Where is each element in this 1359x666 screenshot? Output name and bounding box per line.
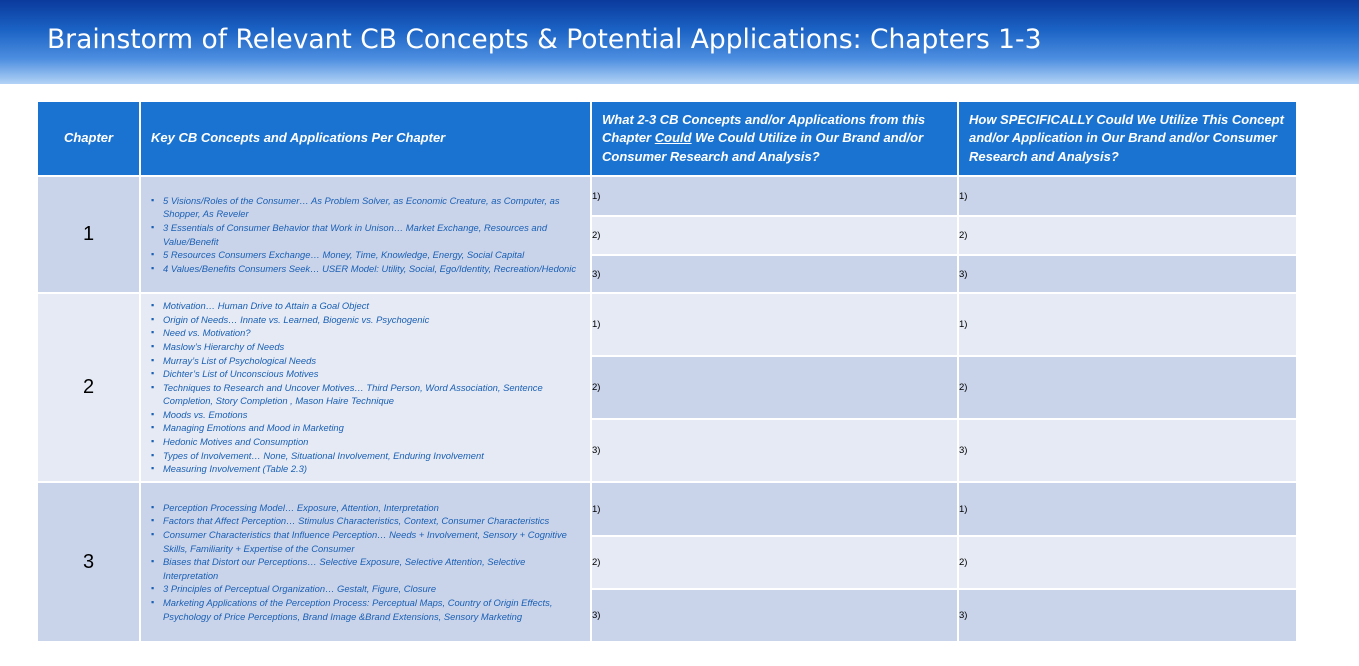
list-item: ▪ Murray’s List of Psychological Needs: [163, 354, 580, 368]
how-cell[interactable]: 3): [958, 589, 1297, 642]
chapter-number: 3: [37, 482, 140, 642]
how-cell[interactable]: 1): [958, 176, 1297, 216]
utilize-cell[interactable]: 2): [591, 216, 958, 255]
list-item: ▪ Measuring Involvement (Table 2.3): [163, 462, 580, 476]
list-item: ▪ Marketing Applications of the Perception Process: Perceptual Maps, Country of Origin Effects, Psychology of Price Perceptions, Brand Image &Brand Extensions, Sensory Marketing: [163, 596, 580, 623]
concepts-list-ch2: [140, 293, 591, 482]
utilize-cell[interactable]: 3): [591, 419, 958, 482]
list-item: ▪ Moods vs. Emotions: [163, 408, 580, 422]
list-item: ▪ 3 Essentials of Consumer Behavior that Work in Unison… Market Exchange, Resources and Value/Benefit: [163, 221, 580, 248]
list-item: ▪ Types of Involvement… None, Situational Involvement, Enduring Involvement: [163, 449, 580, 463]
list-item: ▪ Need vs. Motivation?: [163, 326, 580, 340]
how-cell[interactable]: 2): [958, 216, 1297, 255]
utilize-cell[interactable]: 2): [591, 356, 958, 419]
list-item: ▪ 3 Principles of Perceptual Organization… Gestalt, Figure, Closure: [163, 582, 580, 596]
list-item: ▪ Dichter’s List of Unconscious Motives: [163, 367, 580, 381]
table-row: [37, 482, 1297, 536]
how-cell[interactable]: 3): [958, 419, 1297, 482]
slide-title: Brainstorm of Relevant CB Concepts & Potential Applications: Chapters 1-3: [47, 24, 1042, 55]
how-cell[interactable]: 3): [958, 255, 1297, 293]
header-how: How SPECIFICALLY Could We Utilize This Concept and/or Application in Our Brand and/or Consumer Research and Analysis?: [958, 101, 1297, 176]
how-cell[interactable]: 1): [958, 482, 1297, 536]
utilize-cell[interactable]: 3): [591, 255, 958, 293]
header-chapter: Chapter: [37, 101, 140, 176]
list-item: ▪ Managing Emotions and Mood in Marketing: [163, 421, 580, 435]
list-item: ▪ Factors that Affect Perception… Stimulus Characteristics, Context, Consumer Characteristics: [163, 514, 580, 528]
list-item: ▪ Techniques to Research and Uncover Motives… Third Person, Word Association, Sentence Completion, Story Completion , Mason Haire Technique: [163, 381, 580, 408]
how-cell[interactable]: 1): [958, 293, 1297, 356]
list-item: ▪ 5 Resources Consumers Exchange… Money, Time, Knowledge, Energy, Social Capital: [163, 248, 580, 262]
header-utilize: What 2-3 CB Concepts and/or Applications from this Chapter Could We Could Utilize in Our Brand and/or Consumer Research and Analysis?: [591, 101, 958, 176]
header-row: [37, 101, 1297, 176]
concepts-list-ch3: [140, 482, 591, 642]
utilize-cell[interactable]: 1): [591, 293, 958, 356]
how-cell[interactable]: 2): [958, 356, 1297, 419]
list-item: ▪ Motivation… Human Drive to Attain a Goal Object: [163, 299, 580, 313]
utilize-cell[interactable]: 2): [591, 536, 958, 589]
list-item: ▪ 4 Values/Benefits Consumers Seek… USER Model: Utility, Social, Ego/Identity, Recreation/Hedonic: [163, 262, 580, 276]
brainstorm-table: [36, 100, 1298, 643]
list-item: ▪ Consumer Characteristics that Influence Perception… Needs + Involvement, Sensory + Cognitive Skills, Familiarity + Expertise of the Consumer: [163, 528, 580, 555]
chapter-number: 1: [37, 176, 140, 293]
list-item: ▪ Origin of Needs… Innate vs. Learned, Biogenic vs. Psychogenic: [163, 313, 580, 327]
table-row: [37, 176, 1297, 216]
header-concepts: Key CB Concepts and Applications Per Chapter: [140, 101, 591, 176]
list-item: ▪ 5 Visions/Roles of the Consumer… As Problem Solver, as Economic Creature, as Computer, as Shopper, As Reveler: [163, 194, 580, 221]
how-cell[interactable]: 2): [958, 536, 1297, 589]
utilize-cell[interactable]: 1): [591, 176, 958, 216]
table-row: [37, 293, 1297, 356]
utilize-cell[interactable]: 3): [591, 589, 958, 642]
title-banner: [0, 0, 1359, 84]
list-item: ▪ Perception Processing Model… Exposure, Attention, Interpretation: [163, 501, 580, 515]
chapter-number: 2: [37, 293, 140, 482]
list-item: ▪ Maslow’s Hierarchy of Needs: [163, 340, 580, 354]
list-item: ▪ Hedonic Motives and Consumption: [163, 435, 580, 449]
concepts-list-ch1: [140, 176, 591, 293]
utilize-cell[interactable]: 1): [591, 482, 958, 536]
list-item: ▪ Biases that Distort our Perceptions… Selective Exposure, Selective Attention, Selective Interpretation: [163, 555, 580, 582]
